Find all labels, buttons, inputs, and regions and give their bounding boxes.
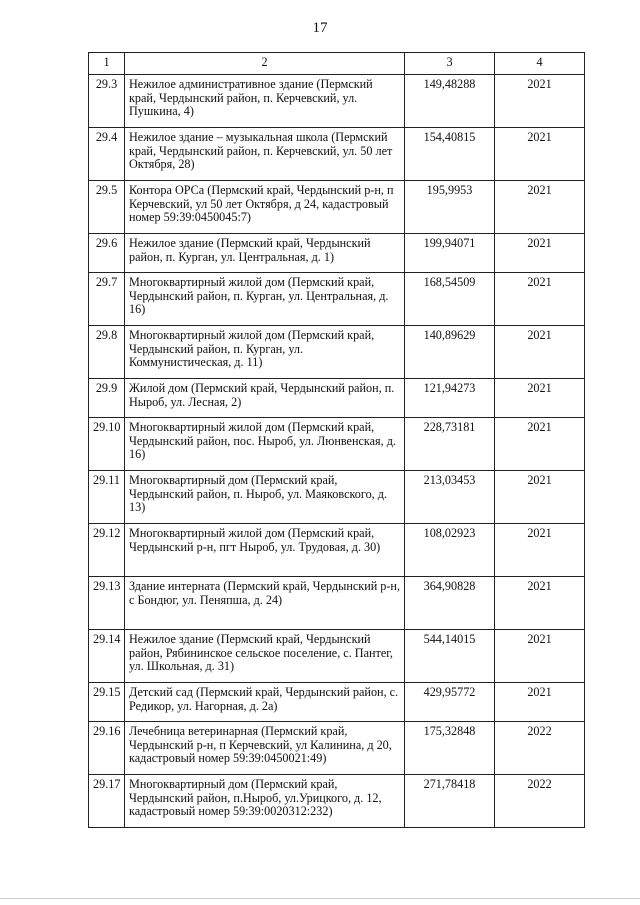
table-row [89,128,585,181]
row-value: 429,95772 [405,683,495,722]
row-year: 2021 [495,273,585,326]
row-value: 175,32848 [405,722,495,775]
row-year: 2021 [495,181,585,234]
table-row [89,471,585,524]
row-number: 29.4 [89,128,125,181]
row-number: 29.5 [89,181,125,234]
column-header-number: 1 [89,53,125,75]
row-description: Нежилое здание (Пермский край, Чердынский район, п. Курган, ул. Центральная, д. 1) [125,234,405,273]
row-value: 154,40815 [405,128,495,181]
page-bottom-edge [0,898,640,899]
page-number: 17 [312,20,328,36]
row-description: Нежилое здание (Пермский край, Чердынский район, Рябининское сельское поселение, с. Пантег, ул. Школьная, д. 31) [125,630,405,683]
row-description: Лечебница ветеринарная (Пермский край, Чердынский р-н, п Керчевский, ул Калинина, д 20, кадастровый номер 59:39:0450021:49) [125,722,405,775]
row-value: 121,94273 [405,379,495,418]
table-row [89,379,585,418]
row-value: 271,78418 [405,775,495,828]
row-value: 149,48288 [405,75,495,128]
row-year: 2021 [495,75,585,128]
row-description: Детский сад (Пермский край, Чердынский район, с. Редикор, ул. Нагорная, д. 2а) [125,683,405,722]
table-row [89,577,585,630]
row-description: Здание интерната (Пермский край, Чердынский р-н, с Бондюг, ул. Пеняпша, д. 24) [125,577,405,630]
table-header-row [89,53,585,75]
row-number: 29.10 [89,418,125,471]
row-description: Многоквартирный жилой дом (Пермский край, Чердынский район, п. Курган, ул. Коммунистическая, д. 11) [125,326,405,379]
row-number: 29.14 [89,630,125,683]
row-number: 29.8 [89,326,125,379]
row-description: Многоквартирный дом (Пермский край, Чердынский район, п. Ныроб, ул. Маяковского, д. 13) [125,471,405,524]
table-row [89,524,585,577]
table-row [89,75,585,128]
table-row [89,775,585,828]
column-header-year: 4 [495,53,585,75]
row-number: 29.7 [89,273,125,326]
row-description: Нежилое административное здание (Пермский край, Чердынский район, п. Керчевский, ул. Пушкина, 4) [125,75,405,128]
table-row [89,418,585,471]
row-value: 199,94071 [405,234,495,273]
row-value: 228,73181 [405,418,495,471]
row-number: 29.12 [89,524,125,577]
row-number: 29.15 [89,683,125,722]
row-value: 364,90828 [405,577,495,630]
row-description: Многоквартирный дом (Пермский край, Чердынский район, п.Ныроб, ул.Урицкого, д. 12, кадастровый номер 59:39:0020312:232) [125,775,405,828]
row-description: Многоквартирный жилой дом (Пермский край, Чердынский район, пос. Ныроб, ул. Люнвенская, д. 16) [125,418,405,471]
table-row [89,722,585,775]
row-number: 29.13 [89,577,125,630]
column-header-value: 3 [405,53,495,75]
column-header-description: 2 [125,53,405,75]
row-description: Контора ОРСа (Пермский край, Чердынский р-н, п Керчевский, ул 50 лет Октября, д 24, кадастровый номер 59:39:0450045:7) [125,181,405,234]
row-year: 2022 [495,775,585,828]
row-number: 29.6 [89,234,125,273]
row-year: 2021 [495,379,585,418]
row-description: Многоквартирный жилой дом (Пермский край, Чердынский район, п. Курган, ул. Центральная, д. 16) [125,273,405,326]
row-year: 2021 [495,630,585,683]
row-year: 2021 [495,577,585,630]
row-number: 29.17 [89,775,125,828]
table-row [89,273,585,326]
row-description: Многоквартирный жилой дом (Пермский край, Чердынский р-н, пгт Ныроб, ул. Трудовая, д. 30) [125,524,405,577]
row-value: 168,54509 [405,273,495,326]
table-row [89,181,585,234]
row-number: 29.9 [89,379,125,418]
table-row [89,234,585,273]
row-value: 544,14015 [405,630,495,683]
row-year: 2021 [495,471,585,524]
row-year: 2021 [495,234,585,273]
objects-table [88,52,585,828]
row-number: 29.3 [89,75,125,128]
row-year: 2021 [495,128,585,181]
row-description: Жилой дом (Пермский край, Чердынский район, п. Ныроб, ул. Лесная, 2) [125,379,405,418]
row-year: 2021 [495,418,585,471]
table-row [89,630,585,683]
row-value: 195,9953 [405,181,495,234]
table-row [89,683,585,722]
row-description: Нежилое здание – музыкальная школа (Пермский край, Чердынский район, п. Керчевский, ул. 50 лет Октября, 28) [125,128,405,181]
row-year: 2021 [495,326,585,379]
row-number: 29.16 [89,722,125,775]
row-year: 2021 [495,683,585,722]
row-year: 2021 [495,524,585,577]
row-number: 29.11 [89,471,125,524]
row-value: 108,02923 [405,524,495,577]
table-row [89,326,585,379]
row-year: 2022 [495,722,585,775]
row-value: 213,03453 [405,471,495,524]
row-value: 140,89629 [405,326,495,379]
